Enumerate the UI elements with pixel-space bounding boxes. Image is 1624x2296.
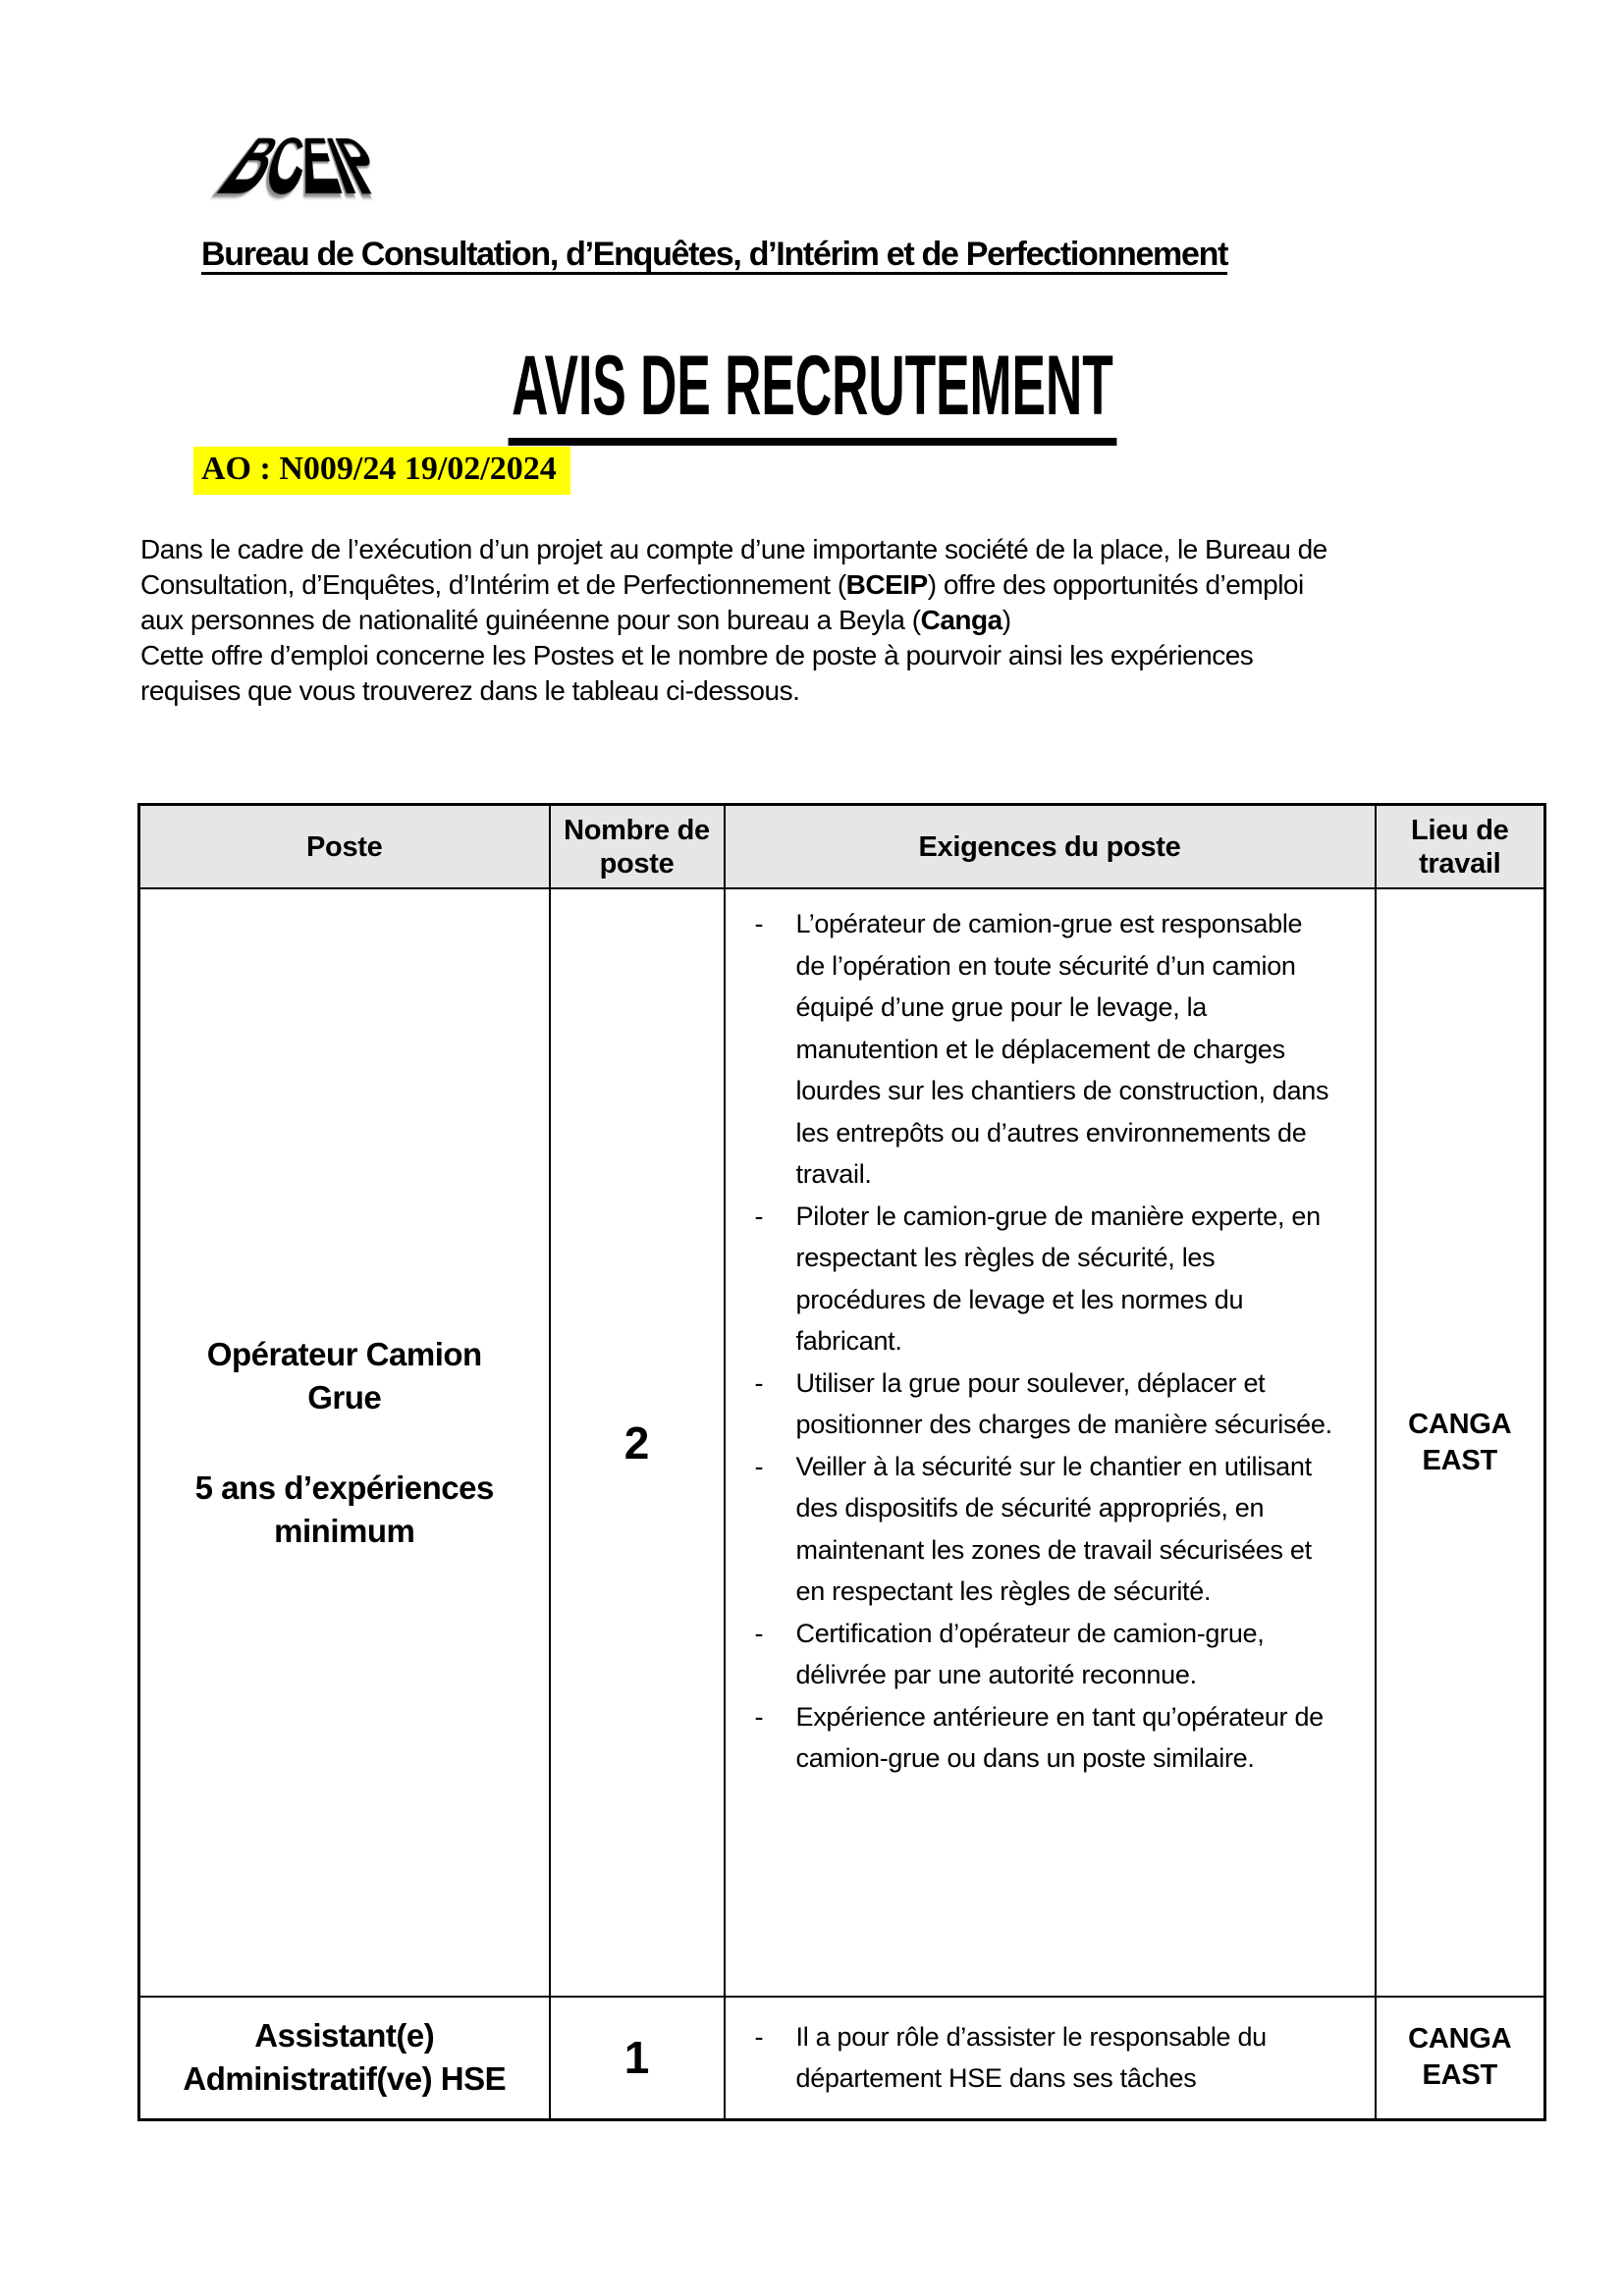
table-row-operateur [139,888,1545,1997]
page-title: AVIS DE RECRUTEMENT [508,344,1116,446]
dash-bullet: - [754,909,764,938]
intro-text-3: ) [1001,605,1011,635]
table-header-row [139,805,1545,889]
bceip-logo-text: BCEIP [177,130,434,238]
requirement-text: Certification d’opérateur de camion-grue, délivrée par une autorité reconnue. [795,1618,1265,1689]
requirement-item [755,1196,1355,1362]
poste-experience-note: 5 ans d’expériences minimum [194,1468,494,1549]
requirement-text: Il a pour rôle d’assister le responsable du département HSE dans ses tâches [795,2021,1267,2094]
nombre-cell-assistant: 1 [550,1997,725,2119]
intro-bold-bceip: BCEIP [845,569,928,600]
org-name: Bureau de Consultation, d’Enquêtes, d’Intérim et de Perfectionnement [201,236,1228,273]
intro-paragraph [140,532,1338,709]
dash-bullet: - [754,2021,764,2052]
requirement-text: Expérience antérieure en tant qu’opérateur de camion-grue ou dans un poste similaire. [795,1701,1324,1773]
exigences-cell-operateur [725,888,1376,1997]
dash-bullet: - [754,1367,764,1398]
poste-cell-operateur [139,888,550,1997]
column-header-lieu: Lieu de travail [1376,805,1545,889]
poste-cell-assistant: Assistant(e) Administratif(ve) HSE [139,1997,550,2119]
dash-bullet: - [754,1201,764,1231]
reference-badge: AO : N009/24 19/02/2024 [193,447,570,495]
requirement-item [755,1696,1355,1780]
poste-title: Opérateur Camion Grue [206,1335,482,1415]
intro-text-2: ) offre des opportunités d’emploi aux personnes de nationalité guinéenne pour son bureau a Beyla ( [140,569,1304,635]
lieu-cell-operateur: CANGA EAST [1376,888,1545,1997]
bceip-logo [0,27,1624,238]
table-row-assistant [139,1997,1545,2119]
column-header-poste: Poste [139,805,550,889]
requirement-text: Utiliser la grue pour soulever, déplacer et positionner des charges de manière sécurisée. [795,1367,1332,1439]
nombre-cell-operateur: 2 [550,888,725,1997]
requirement-item [755,903,1355,1196]
column-header-exigences: Exigences du poste [725,805,1376,889]
requirement-text: Veiller à la sécurité sur le chantier en utilisant des dispositifs de sécurité appropriés, en maintenant les zones de travail sécurisées et en respectant les règles de sécurité. [795,1451,1312,1606]
requirement-text: L’opérateur de camion-grue est responsable de l’opération en toute sécurité d’un camion équipé d’une grue pour le levage, la manutention et le déplacement de charges lourdes sur les chantiers de construction, dans les entrepôts ou d’autres environnements de travail. [795,909,1329,1189]
column-header-nombre: Nombre de poste [550,805,725,889]
dash-bullet: - [754,1701,764,1732]
intro-text-1: Dans le cadre de l’exécution d’un projet au compte d’une importante société de la place, le Bureau de Consultation, d’Enquêtes, d’Intérim et de Perfectionnement ( [140,534,1327,600]
requirement-item [755,1362,1355,1446]
requirement-item [755,1613,1355,1696]
exigences-cell-assistant [725,1997,1376,2119]
intro-text-4: Cette offre d’emploi concerne les Postes et le nombre de poste à pourvoir ainsi les expériences requises que vous trouverez dans le tableau ci-dessous. [140,640,1254,706]
intro-bold-canga: Canga [920,605,1002,635]
main-title-row [0,339,1624,446]
dash-bullet: - [754,1618,764,1648]
requirement-item [755,2016,1355,2100]
dash-bullet: - [754,1451,764,1481]
recruitment-table [137,803,1546,2121]
lieu-cell-assistant: CANGA EAST [1376,1997,1545,2119]
requirement-text: Piloter le camion-grue de manière experte, en respectant les règles de sécurité, les procédures de levage et les normes du fabricant. [795,1201,1321,1356]
requirement-item [755,1446,1355,1613]
